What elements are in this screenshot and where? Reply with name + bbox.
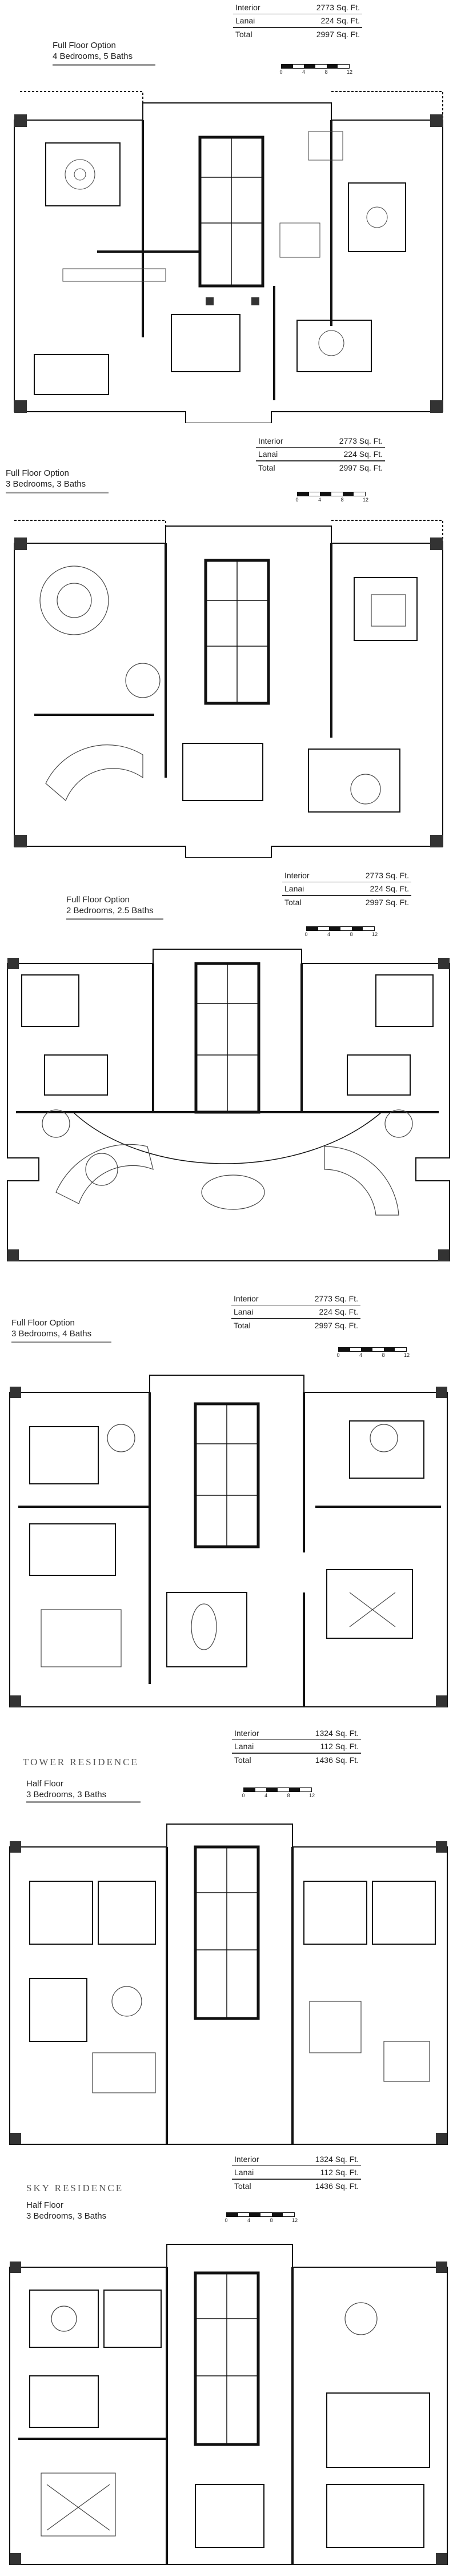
- scale-bar: [304, 926, 378, 938]
- interior-value: 1324 Sq. Ft.: [291, 1727, 361, 1740]
- scale-bar: [336, 1347, 410, 1359]
- interior-value: 1324 Sq. Ft.: [291, 2153, 361, 2166]
- total-value: 2997 Sq. Ft.: [292, 27, 362, 41]
- area-table: [231, 1292, 360, 1332]
- total-label: Total: [232, 1753, 291, 1766]
- scale-bar: [225, 2212, 298, 2224]
- scale-bar: [295, 492, 369, 504]
- plan-title: [66, 894, 154, 916]
- lanai-label: Lanai: [284, 884, 304, 893]
- floorplan-section-4: [0, 1292, 457, 1727]
- total-label: Total: [282, 895, 341, 909]
- interior-label: Interior: [231, 1292, 290, 1305]
- scale-tick-label: 12: [371, 931, 378, 937]
- scale-tick-label: 4: [318, 497, 322, 503]
- title-rule: [26, 1801, 141, 1803]
- scale-tick-label: 4: [247, 2217, 251, 2223]
- total-value: 1436 Sq. Ft.: [291, 1753, 361, 1766]
- plan-option-label: Half Floor: [26, 2200, 64, 2210]
- lanai-label: Lanai: [234, 1742, 254, 1751]
- plan-option-label: Full Floor Option: [53, 41, 116, 50]
- interior-label: Interior: [232, 1727, 291, 1740]
- scale-tick-label: 8: [324, 69, 328, 75]
- plan-rooms-label: 3 Bedrooms, 3 Baths: [26, 2211, 107, 2221]
- scale-tick-label: 4: [264, 1793, 268, 1798]
- floor-plan-drawing: [11, 80, 446, 423]
- scale-tick-label: 0: [225, 2217, 228, 2223]
- scale-tick-label: 0: [279, 69, 283, 75]
- lanai-label: Lanai: [258, 449, 278, 459]
- scale-tick-label: 12: [291, 2217, 298, 2223]
- floorplan-section-6: [0, 2153, 457, 2576]
- interior-value: 2773 Sq. Ft.: [290, 1292, 360, 1305]
- interior-value: 2773 Sq. Ft.: [292, 1, 362, 14]
- title-rule: [11, 1341, 111, 1343]
- floorplan-section-2: [0, 435, 457, 869]
- plan-option-label: Full Floor Option: [66, 895, 130, 905]
- total-label: Total: [256, 461, 315, 474]
- scale-bar: [279, 64, 353, 76]
- scale-tick-label: 4: [327, 931, 331, 937]
- scale-tick-label: 12: [403, 1352, 410, 1358]
- plan-rooms-label: 4 Bedrooms, 5 Baths: [53, 51, 133, 61]
- lanai-value: 224 Sq. Ft.: [320, 16, 360, 25]
- residence-heading: TOWER RESIDENCE: [23, 1757, 139, 1767]
- scale-tick-label: 12: [346, 69, 353, 75]
- total-label: Total: [232, 2179, 291, 2192]
- total-label: Total: [233, 27, 292, 41]
- lanai-label: Lanai: [234, 1307, 254, 1316]
- title-rule: [66, 918, 163, 920]
- scale-tick-label: 0: [242, 1793, 245, 1798]
- interior-label: Interior: [233, 1, 292, 14]
- title-rule: [53, 64, 155, 66]
- total-value: 2997 Sq. Ft.: [341, 895, 411, 909]
- lanai-value: 112 Sq. Ft.: [320, 1742, 359, 1751]
- lanai-value: 224 Sq. Ft.: [343, 449, 383, 459]
- scale-tick-label: 4: [302, 69, 306, 75]
- plan-option-label: Half Floor: [26, 1779, 64, 1789]
- scale-bar: [242, 1787, 315, 1799]
- scale-tick-label: 0: [336, 1352, 340, 1358]
- floor-plan-drawing: [7, 2233, 450, 2570]
- area-table: [256, 435, 385, 474]
- lanai-label: Lanai: [234, 2168, 254, 2177]
- floor-plan-drawing: [11, 509, 446, 858]
- scale-tick-label: 12: [362, 497, 369, 503]
- total-value: 1436 Sq. Ft.: [291, 2179, 361, 2192]
- total-value: 2997 Sq. Ft.: [290, 1319, 360, 1332]
- floor-plan-drawing: [7, 1364, 450, 1718]
- lanai-value: 224 Sq. Ft.: [319, 1307, 358, 1316]
- floor-plan-drawing: [5, 941, 452, 1284]
- interior-label: Interior: [256, 435, 315, 448]
- scale-tick-label: 0: [304, 931, 308, 937]
- plan-title: [26, 2200, 106, 2221]
- scale-tick-label: 8: [287, 1793, 290, 1798]
- plan-option-label: Full Floor Option: [11, 1318, 75, 1328]
- plan-title: [11, 1317, 91, 1339]
- title-rule: [6, 492, 109, 493]
- interior-label: Interior: [232, 2153, 291, 2166]
- floor-plan-drawing: [7, 1813, 450, 2150]
- lanai-label: Lanai: [235, 16, 255, 25]
- area-table: [232, 2153, 361, 2192]
- scale-tick-label: 8: [382, 1352, 385, 1358]
- plan-rooms-label: 3 Bedrooms, 3 Baths: [6, 479, 86, 489]
- interior-value: 2773 Sq. Ft.: [341, 869, 411, 882]
- total-label: Total: [231, 1319, 290, 1332]
- plan-rooms-label: 2 Bedrooms, 2.5 Baths: [66, 906, 154, 915]
- interior-label: Interior: [282, 869, 341, 882]
- floorplan-section-1: [0, 0, 457, 435]
- plan-title: [6, 468, 86, 489]
- floorplan-section-3: [0, 869, 457, 1292]
- floorplan-section-5: [0, 1727, 457, 2153]
- residence-heading: SKY RESIDENCE: [26, 2183, 124, 2193]
- area-table: [282, 869, 411, 909]
- lanai-value: 224 Sq. Ft.: [370, 884, 409, 893]
- interior-value: 2773 Sq. Ft.: [315, 435, 385, 448]
- plan-rooms-label: 3 Bedrooms, 3 Baths: [26, 1790, 107, 1799]
- plan-title: [53, 40, 133, 62]
- scale-tick-label: 8: [270, 2217, 273, 2223]
- scale-tick-label: 4: [359, 1352, 363, 1358]
- scale-tick-label: 8: [350, 931, 353, 937]
- scale-tick-label: 0: [295, 497, 299, 503]
- scale-tick-label: 12: [308, 1793, 315, 1798]
- plan-rooms-label: 3 Bedrooms, 4 Baths: [11, 1329, 92, 1339]
- plan-title: [26, 1778, 106, 1800]
- scale-tick-label: 8: [340, 497, 344, 503]
- area-table: [233, 1, 362, 41]
- lanai-value: 112 Sq. Ft.: [320, 2168, 359, 2177]
- area-table: [232, 1727, 361, 1766]
- plan-option-label: Full Floor Option: [6, 468, 69, 478]
- total-value: 2997 Sq. Ft.: [315, 461, 385, 474]
